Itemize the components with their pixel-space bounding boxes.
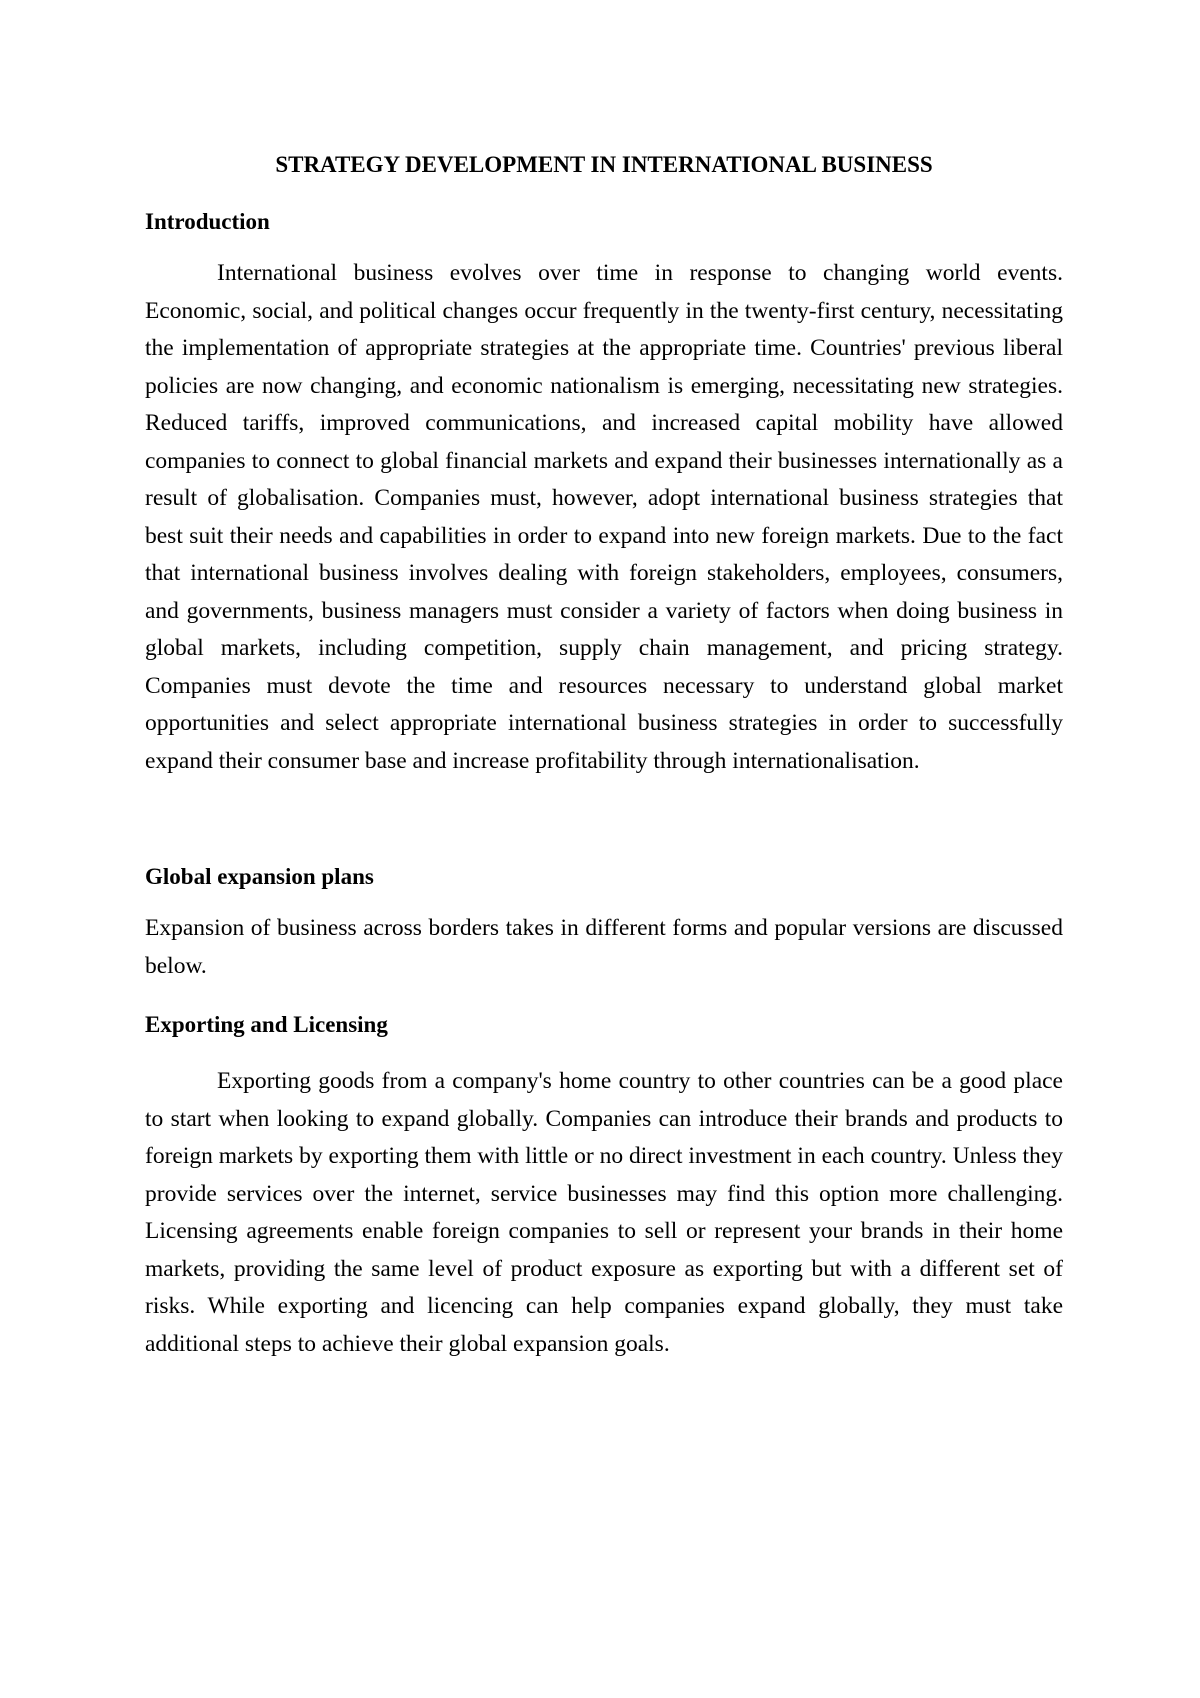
section-paragraph-introduction: International business evolves over time in response to changing world events. Economic, social, and political changes occur frequently in the twenty-first century, necessitating the implementation of appropriate strategies at the appropriate time. Countries' previous liberal policies are now changing, and economic nationalism is emerging, necessitating new strategies. Reduced tariffs, improved communications, and increased capital mobility have allowed companies to connect to global financial markets and expand their businesses internationally as a result of globalisation. Companies must, however, adopt international business strategies that best suit their needs and capabilities in order to expand into new foreign markets. Due to the fact that international business involves dealing with foreign stakeholders, employees, consumers, and governments, business managers must consider a variety of factors when doing business in global markets, including competition, supply chain management, and pricing strategy. Companies must devote the time and resources necessary to understand global market opportunities and select appropriate international business strategies in order to successfully expand their consumer base and increase profitability through internationalisation. (145, 260, 1063, 774)
section-paragraph-global-expansion-plans: Expansion of business across borders takes in different forms and popular versions are discussed below. (145, 915, 1063, 979)
section-heading-global-expansion-plans: Global expansion plans (145, 864, 374, 889)
section-heading-exporting-and-licensing: Exporting and Licensing (145, 1012, 388, 1037)
document-title: STRATEGY DEVELOPMENT IN INTERNATIONAL BUSINESS (275, 152, 933, 177)
section-heading-introduction: Introduction (145, 209, 270, 234)
section-paragraph-exporting-and-licensing: Exporting goods from a company's home country to other countries can be a good place to start when looking to expand globally. Companies can introduce their brands and products to foreign markets by exporting them with little or no direct investment in each country. Unless they provide services over the internet, service businesses may find this option more challenging. Licensing agreements enable foreign companies to sell or represent your brands in their home markets, providing the same level of product exposure as exporting but with a different set of risks. While exporting and licencing can help companies expand globally, they must take additional steps to achieve their global expansion goals. (145, 1068, 1063, 1357)
